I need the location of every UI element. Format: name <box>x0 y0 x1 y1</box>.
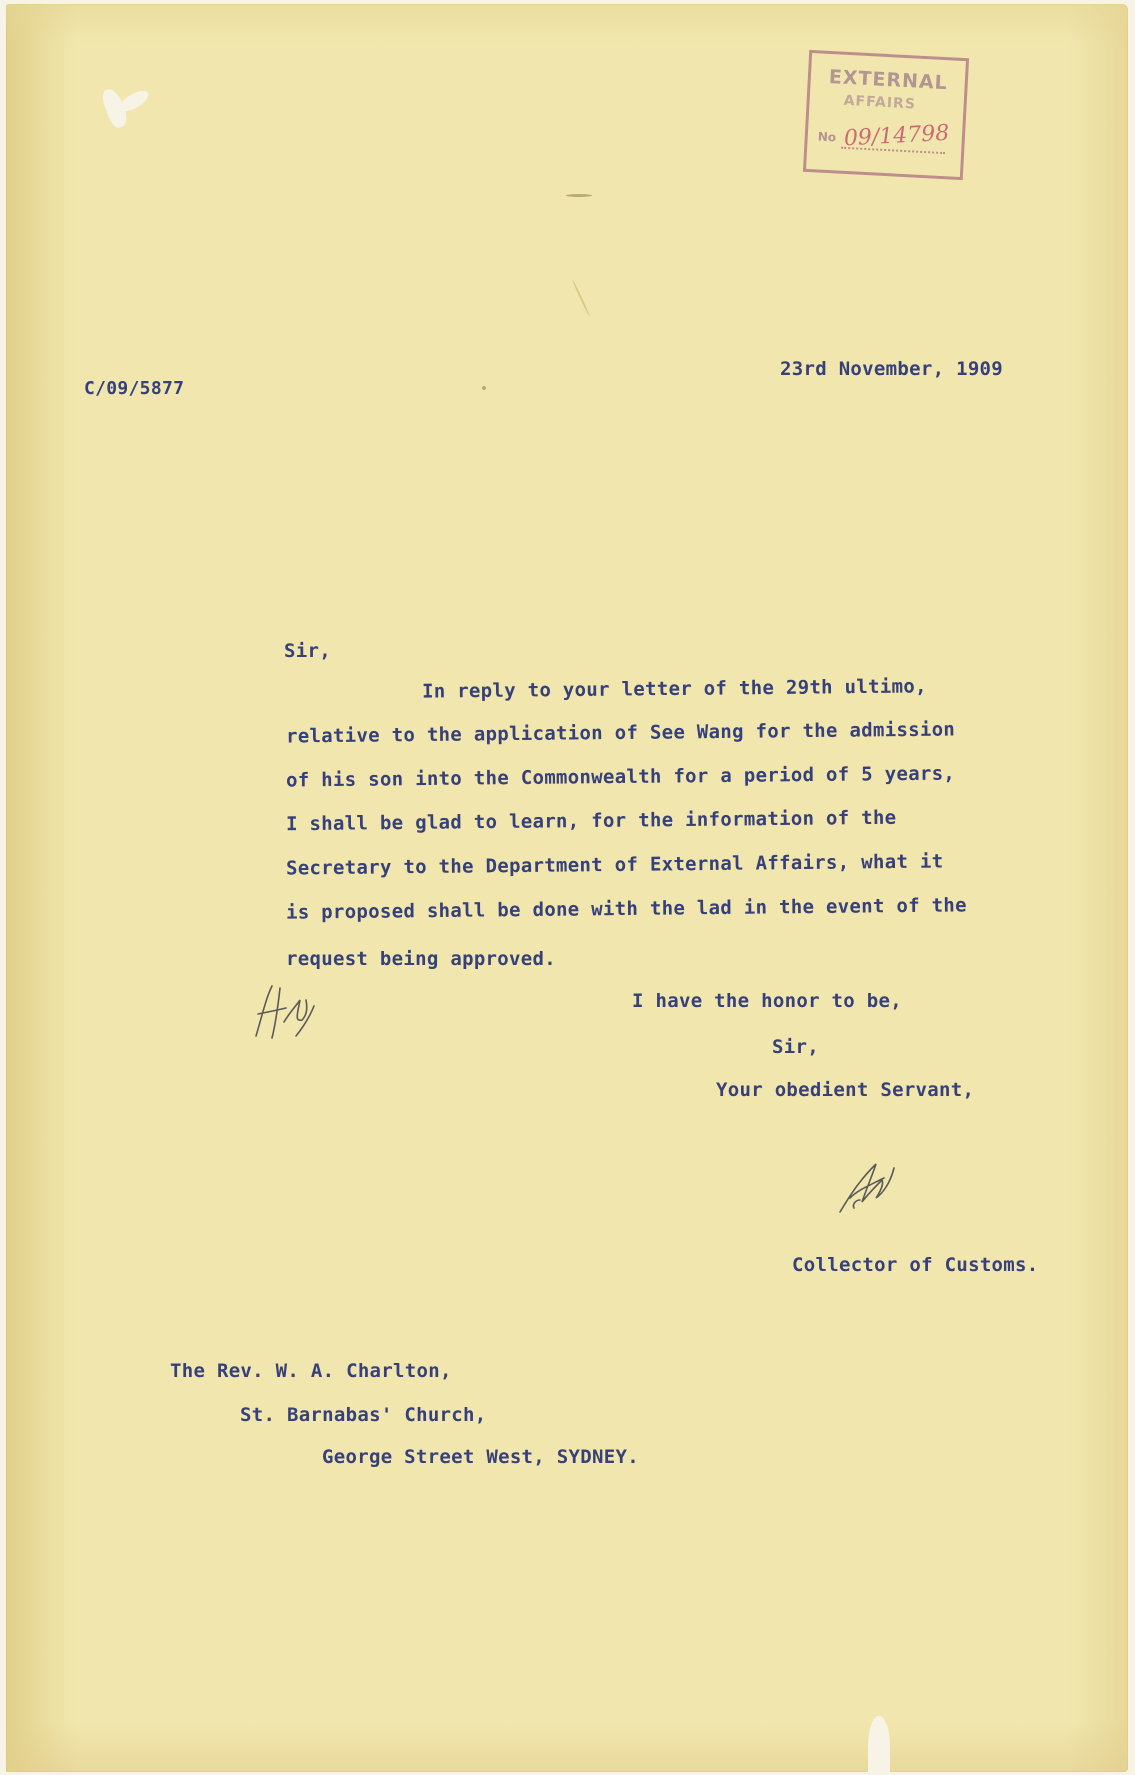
paper-edge-shade <box>1068 4 1128 1772</box>
closing-line: Your obedient Servant, <box>716 1079 975 1101</box>
paper-mark <box>572 279 591 316</box>
stamp-subtitle: AFFAIRS <box>843 92 917 113</box>
closing-line: Sir, <box>772 1036 819 1058</box>
paper-edge-shade <box>6 4 76 1772</box>
letter-date: 23rd November, 1909 <box>780 358 1004 380</box>
body-line: of his son into the Commonwealth for a period of 5 years, <box>285 762 956 792</box>
paper-mark <box>566 194 592 197</box>
addressee-line: The Rev. W. A. Charlton, <box>170 1360 452 1382</box>
body-line: I shall be glad to learn, for the information of the <box>285 806 897 836</box>
salutation: Sir, <box>284 640 331 662</box>
paper-mark <box>482 386 486 390</box>
body-line: Secretary to the Department of External Affairs, what it <box>285 850 944 880</box>
body-line: relative to the application of See Wang for the admission <box>285 718 956 748</box>
addressee-line: St. Barnabas' Church, <box>240 1404 487 1426</box>
paper-edge-shade <box>6 4 1128 44</box>
handwritten-initials <box>250 976 320 1046</box>
body-line: is proposed shall be done with the lad in the event of the <box>285 894 967 924</box>
handwritten-signature <box>832 1150 902 1220</box>
body-line: In reply to your letter of the 29th ultimo, <box>421 675 927 703</box>
letter-page <box>6 4 1128 1772</box>
closing-line: I have the honor to be, <box>632 990 902 1012</box>
external-affairs-stamp <box>803 50 969 180</box>
body-line: request being approved. <box>286 948 556 970</box>
signoff-title: Collector of Customs. <box>792 1254 1039 1276</box>
paper-tear <box>117 87 152 115</box>
paper-tear <box>868 1716 890 1772</box>
reference-number: C/09/5877 <box>84 378 185 399</box>
stamp-title: EXTERNAL <box>828 65 949 95</box>
addressee-line: George Street West, SYDNEY. <box>322 1446 639 1468</box>
stamp-number: 09/14798 <box>843 120 950 152</box>
paper-edge-shade <box>6 1722 1128 1772</box>
stamp-number-label: No <box>817 129 837 145</box>
